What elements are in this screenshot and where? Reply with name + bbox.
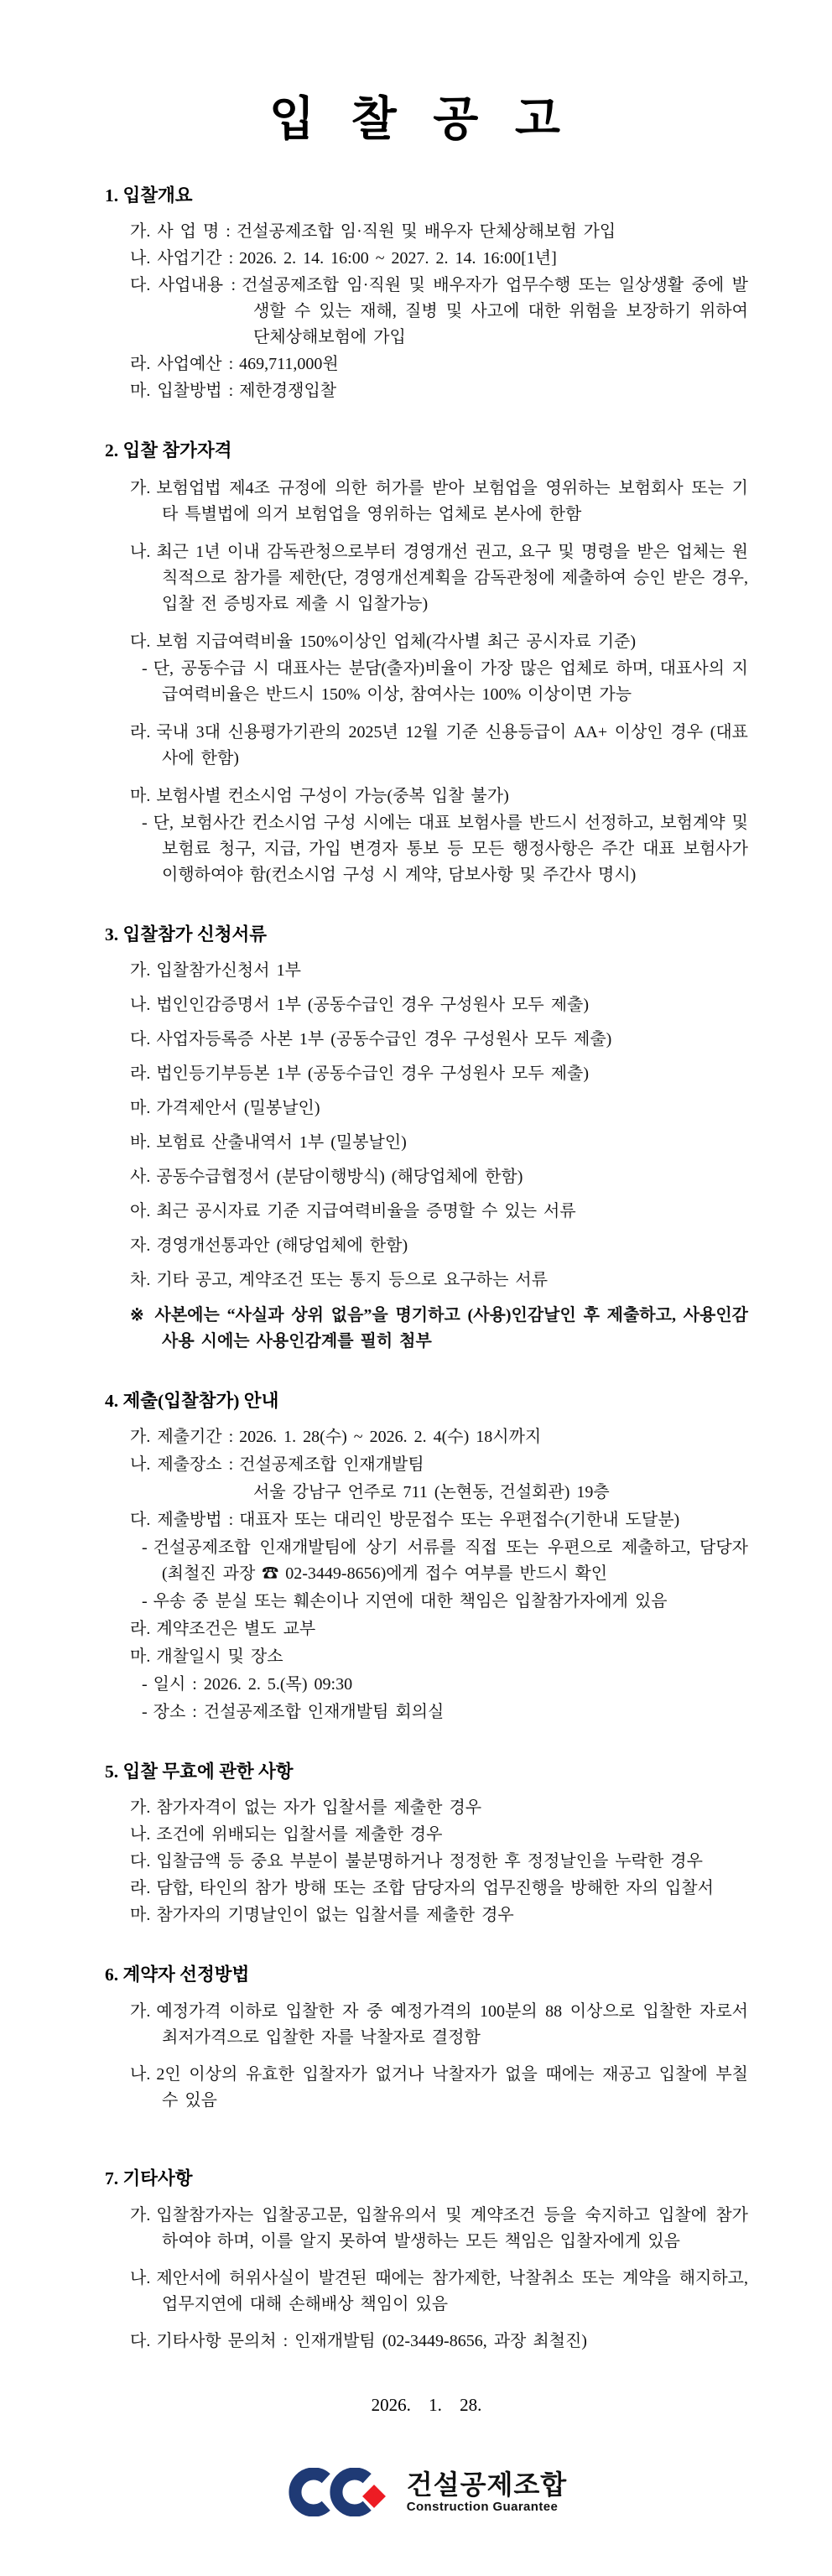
construction-guarantee-logo xyxy=(105,2468,748,2516)
item-label: 라. xyxy=(130,723,151,742)
item-text: 제안서에 허위사실이 발견된 때에는 참가제한, 낙찰취소 또는 계약을 해지하고, 업무지연에 대해 손해배상 책임이 있음 xyxy=(156,2269,748,2313)
item-text: 가격제안서 (밀봉날인) xyxy=(156,1099,320,1117)
list-item xyxy=(105,1027,748,1053)
item-text: 건설공제조합 인재개발팀 xyxy=(239,1455,424,1474)
item-text: 법인등기부등본 1부 (공동수급인 경우 구성원사 모두 제출) xyxy=(156,1064,590,1083)
item-label: 다. 사업내용 : xyxy=(130,276,237,294)
list-item xyxy=(105,1424,748,1450)
item-text: 서울 강남구 언주로 711 (논현동, 건설회관) 19층 xyxy=(253,1483,610,1501)
list-item xyxy=(105,1672,748,1698)
item-label: - xyxy=(142,1538,148,1557)
list-item xyxy=(105,1999,748,2051)
item-text: 참가자격이 없는 자가 입찰서를 제출한 경우 xyxy=(156,1798,482,1817)
item-text: 계약조건은 별도 교부 xyxy=(156,1620,316,1638)
item-text: 기타사항 문의처 : 인재개발팀 (02-3449-8656, 과장 최철진) xyxy=(156,2332,587,2350)
item-label: 나. xyxy=(130,1825,151,1844)
list-item xyxy=(105,720,748,772)
list-item xyxy=(105,1876,748,1902)
item-label: - xyxy=(142,659,148,678)
list-item xyxy=(105,1267,748,1293)
list-item xyxy=(105,1589,748,1615)
item-text: 조건에 위배되는 입찰서를 제출한 경우 xyxy=(156,1825,443,1844)
item-text: 건설공제조합 인재개발팀에 상기 서류를 직접 또는 우편으로 제출하고, 담당자 (최철진 과장 ☎ 02-3449-8656)에게 접수 여부를 반드시 확인 xyxy=(153,1538,748,1583)
item-label: 다. xyxy=(130,632,151,651)
logo-english-name: Construction Guarantee xyxy=(406,2500,559,2514)
item-label: 차. xyxy=(130,1271,151,1289)
list-item xyxy=(105,1480,748,1506)
list-item xyxy=(105,1130,748,1156)
item-label: 나. xyxy=(130,2065,151,2084)
section xyxy=(105,1388,748,1725)
list-item xyxy=(105,992,748,1018)
item-text: 사본에는 “사실과 상위 없음”을 명기하고 (사용)인감날인 후 제출하고, 사용인감 사용 시에는 사용인감계를 필히 첨부 xyxy=(154,1306,748,1350)
item-label: 마. xyxy=(130,787,151,805)
item-text: 단, 공동수급 시 대표사는 분담(출자)비율이 가장 많은 업체로 하며, 대표사의 지급여력비율은 반드시 150% 이상, 참여사는 100% 이상이면 가능 xyxy=(153,659,748,704)
sections-container xyxy=(105,183,748,2355)
logo-korean-name: 건설공제조합 xyxy=(406,2469,568,2500)
item-label: 바. xyxy=(130,1133,151,1152)
section-heading: 6. 계약자 선정방법 xyxy=(105,1965,250,1985)
item-text: 보험사별 컨소시엄 구성이 가능(중복 입찰 불가) xyxy=(156,787,509,805)
item-text: 보험료 산출내역서 1부 (밀봉날인) xyxy=(156,1133,407,1152)
item-text: 기타 공고, 계약조건 또는 통지 등으로 요구하는 서류 xyxy=(156,1271,549,1289)
item-label: - xyxy=(142,1675,148,1694)
item-label: 다. xyxy=(130,1030,151,1049)
list-item xyxy=(105,1303,748,1355)
item-label: 나. 제출장소 : xyxy=(130,1455,234,1474)
list-item xyxy=(105,1061,748,1087)
item-label: 가. xyxy=(130,2002,151,2021)
item-label: 가. xyxy=(130,2206,151,2225)
item-label: 나. 사업기간 : xyxy=(130,249,234,268)
item-label: 라. 사업예산 : xyxy=(130,355,234,373)
item-label: 라. xyxy=(130,1064,151,1083)
list-item xyxy=(105,2062,748,2114)
item-text: 제한경쟁입찰 xyxy=(239,382,337,400)
list-item xyxy=(105,1699,748,1725)
section xyxy=(105,1962,748,2114)
list-item xyxy=(105,1452,748,1478)
item-label: 마. 입찰방법 : xyxy=(130,382,234,400)
section xyxy=(105,438,748,888)
list-item xyxy=(105,1095,748,1121)
item-text: 단, 보험사간 컨소시엄 구성 시에는 대표 보험사를 반드시 선정하고, 보험계약 및 보험료 청구, 지급, 가입 변경자 통보 등 모든 행정사항은 주간 대표 보험사가 이행하여야 함(컨소시엄 구성 시 계약, 담보사항 및 주간사 명시) xyxy=(153,814,748,884)
item-text: 2026. 1. 28(수) ~ 2026. 2. 4(수) 18시까지 xyxy=(239,1428,542,1446)
item-text: 법인인감증명서 1부 (공동수급인 경우 구성원사 모두 제출) xyxy=(156,996,590,1014)
list-item xyxy=(105,1849,748,1875)
item-text: 대표자 또는 대리인 방문접수 또는 우편접수(기한내 도달분) xyxy=(239,1511,680,1529)
list-item xyxy=(105,1535,748,1587)
list-item xyxy=(105,1199,748,1225)
item-text: 사업자등록증 사본 1부 (공동수급인 경우 구성원사 모두 제출) xyxy=(156,1030,612,1049)
logo-text xyxy=(407,2470,567,2514)
item-label: - xyxy=(142,814,148,832)
item-text: 개찰일시 및 장소 xyxy=(156,1647,283,1666)
list-item xyxy=(105,476,748,528)
list-item xyxy=(105,2329,748,2355)
item-text: 입찰참가자는 입찰공고문, 입찰유의서 및 계약조건 등을 숙지하고 입찰에 참가하여야 하며, 이를 알지 못하여 발생하는 모든 책임은 입찰자에게 있음 xyxy=(156,2206,748,2251)
section xyxy=(105,1759,748,1928)
item-label: - xyxy=(142,1592,148,1611)
list-item xyxy=(105,1644,748,1670)
item-label: 마. xyxy=(130,1647,151,1666)
item-label: 나. xyxy=(130,543,151,561)
list-item xyxy=(105,351,748,377)
list-item xyxy=(105,783,748,809)
item-label: 라. xyxy=(130,1879,151,1897)
item-text: 경영개선통과안 (해당업체에 한함) xyxy=(156,1236,408,1255)
item-text: 국내 3대 신용평가기관의 2025년 12월 기준 신용등급이 AA+ 이상인 경우 (대표사에 한함) xyxy=(156,723,748,768)
item-text: 건설공제조합 임·직원 및 배우자가 업무수행 또는 일상생활 중에 발생할 수 있는 재해, 질병 및 사고에 대한 위험을 보장하기 위하여 단체상해보험에 가입 xyxy=(242,276,748,346)
item-label: 나. xyxy=(130,2269,151,2287)
page-title: 입 찰 공 고 xyxy=(268,92,573,145)
item-label: 가. xyxy=(130,961,151,980)
item-text: 입찰금액 등 중요 부분이 불분명하거나 정정한 후 정정날인을 누락한 경우 xyxy=(156,1852,703,1871)
list-item xyxy=(105,273,748,351)
list-item xyxy=(105,1507,748,1533)
list-item xyxy=(105,958,748,984)
section xyxy=(105,183,748,404)
section xyxy=(105,922,748,1355)
list-item xyxy=(105,1164,748,1190)
item-label: 나. xyxy=(130,996,151,1014)
item-text: 2인 이상의 유효한 입찰자가 없거나 낙찰자가 없을 때에는 재공고 입찰에 부칠 수 있음 xyxy=(156,2065,748,2110)
item-label: ※ xyxy=(130,1306,145,1324)
item-text: 입찰참가신청서 1부 xyxy=(156,961,301,980)
item-text: 공동수급협정서 (분담이행방식) (해당업체에 한함) xyxy=(156,1168,523,1186)
item-label: 사. xyxy=(130,1168,151,1186)
section-heading: 3. 입찰참가 신청서류 xyxy=(105,924,268,945)
item-text: 최근 1년 이내 감독관청으로부터 경영개선 권고, 요구 및 명령을 받은 업체는 원칙적으로 참가를 제한(단, 경영개선계획을 감독관청에 제출하여 승인 받은 경우, 입찰 전 증빙자료 제출 시 입찰가능) xyxy=(156,543,748,613)
logo-c2-shape xyxy=(336,2474,367,2511)
list-item xyxy=(105,2203,748,2255)
item-label: 다. 제출방법 : xyxy=(130,1511,234,1529)
item-text: 우송 중 분실 또는 훼손이나 지연에 대한 책임은 입찰참가자에게 있음 xyxy=(153,1592,668,1611)
item-label: 마. xyxy=(130,1906,151,1924)
item-label: - xyxy=(142,1703,148,1721)
item-label: 가. 사 업 명 : xyxy=(130,222,231,241)
list-item xyxy=(105,378,748,404)
item-label: 가. 제출기간 : xyxy=(130,1428,234,1446)
logo-c1-shape xyxy=(295,2474,326,2511)
section-heading: 7. 기타사항 xyxy=(105,2168,193,2188)
item-label: 자. xyxy=(130,1236,151,1255)
item-label: 가. xyxy=(130,479,151,497)
cg-logo-icon xyxy=(286,2468,393,2516)
item-label: 가. xyxy=(130,1798,151,1817)
item-text: 장소 : 건설공제조합 인재개발팀 회의실 xyxy=(153,1703,445,1721)
item-text: 2026. 2. 14. 16:00 ~ 2027. 2. 14. 16:00[1년] xyxy=(239,249,557,268)
list-item xyxy=(105,539,748,617)
list-item xyxy=(105,1902,748,1928)
list-item xyxy=(105,2266,748,2318)
item-label: 다. xyxy=(130,1852,151,1871)
list-item xyxy=(105,810,748,888)
list-item xyxy=(105,1795,748,1821)
item-label: 마. xyxy=(130,1099,151,1117)
item-label: 다. xyxy=(130,2332,151,2350)
section-heading: 4. 제출(입찰참가) 안내 xyxy=(105,1391,279,1411)
item-text: 참가자의 기명날인이 없는 입찰서를 제출한 경우 xyxy=(156,1906,514,1924)
item-text: 예정가격 이하로 입찰한 자 중 예정가격의 100분의 88 이상으로 입찰한 자로서 최저가격으로 입찰한 자를 낙찰자로 결정함 xyxy=(156,2002,748,2047)
item-text: 건설공제조합 임·직원 및 배우자 단체상해보험 가입 xyxy=(236,222,616,241)
list-item xyxy=(105,1822,748,1848)
item-label: 아. xyxy=(130,1202,151,1220)
announcement-date: 2026. 1. 28. xyxy=(371,2395,482,2415)
item-text: 보험 지급여력비율 150%이상인 업체(각사별 최근 공시자료 기준) xyxy=(156,632,636,651)
item-text: 469,711,000원 xyxy=(239,355,339,373)
item-text: 최근 공시자료 기준 지급여력비율을 증명할 수 있는 서류 xyxy=(156,1202,576,1220)
list-item xyxy=(105,219,748,245)
item-text: 보험업법 제4조 규정에 의한 허가를 받아 보험업을 영위하는 보험회사 또는 기타 특별법에 의거 보험업을 영위하는 업체로 본사에 한함 xyxy=(156,479,748,523)
list-item xyxy=(105,1616,748,1642)
section xyxy=(105,2166,748,2355)
list-item xyxy=(105,656,748,708)
item-text: 담합, 타인의 참가 방해 또는 조합 담당자의 업무진행을 방해한 자의 입찰서 xyxy=(156,1879,714,1897)
list-item xyxy=(105,1233,748,1259)
section-heading: 2. 입찰 참가자격 xyxy=(105,440,232,461)
section-heading: 1. 입찰개요 xyxy=(105,185,193,206)
section-heading: 5. 입찰 무효에 관한 사항 xyxy=(105,1762,294,1782)
item-text: 일시 : 2026. 2. 5.(목) 09:30 xyxy=(153,1675,353,1694)
item-label: 라. xyxy=(130,1620,151,1638)
list-item xyxy=(105,246,748,272)
list-item xyxy=(105,629,748,655)
